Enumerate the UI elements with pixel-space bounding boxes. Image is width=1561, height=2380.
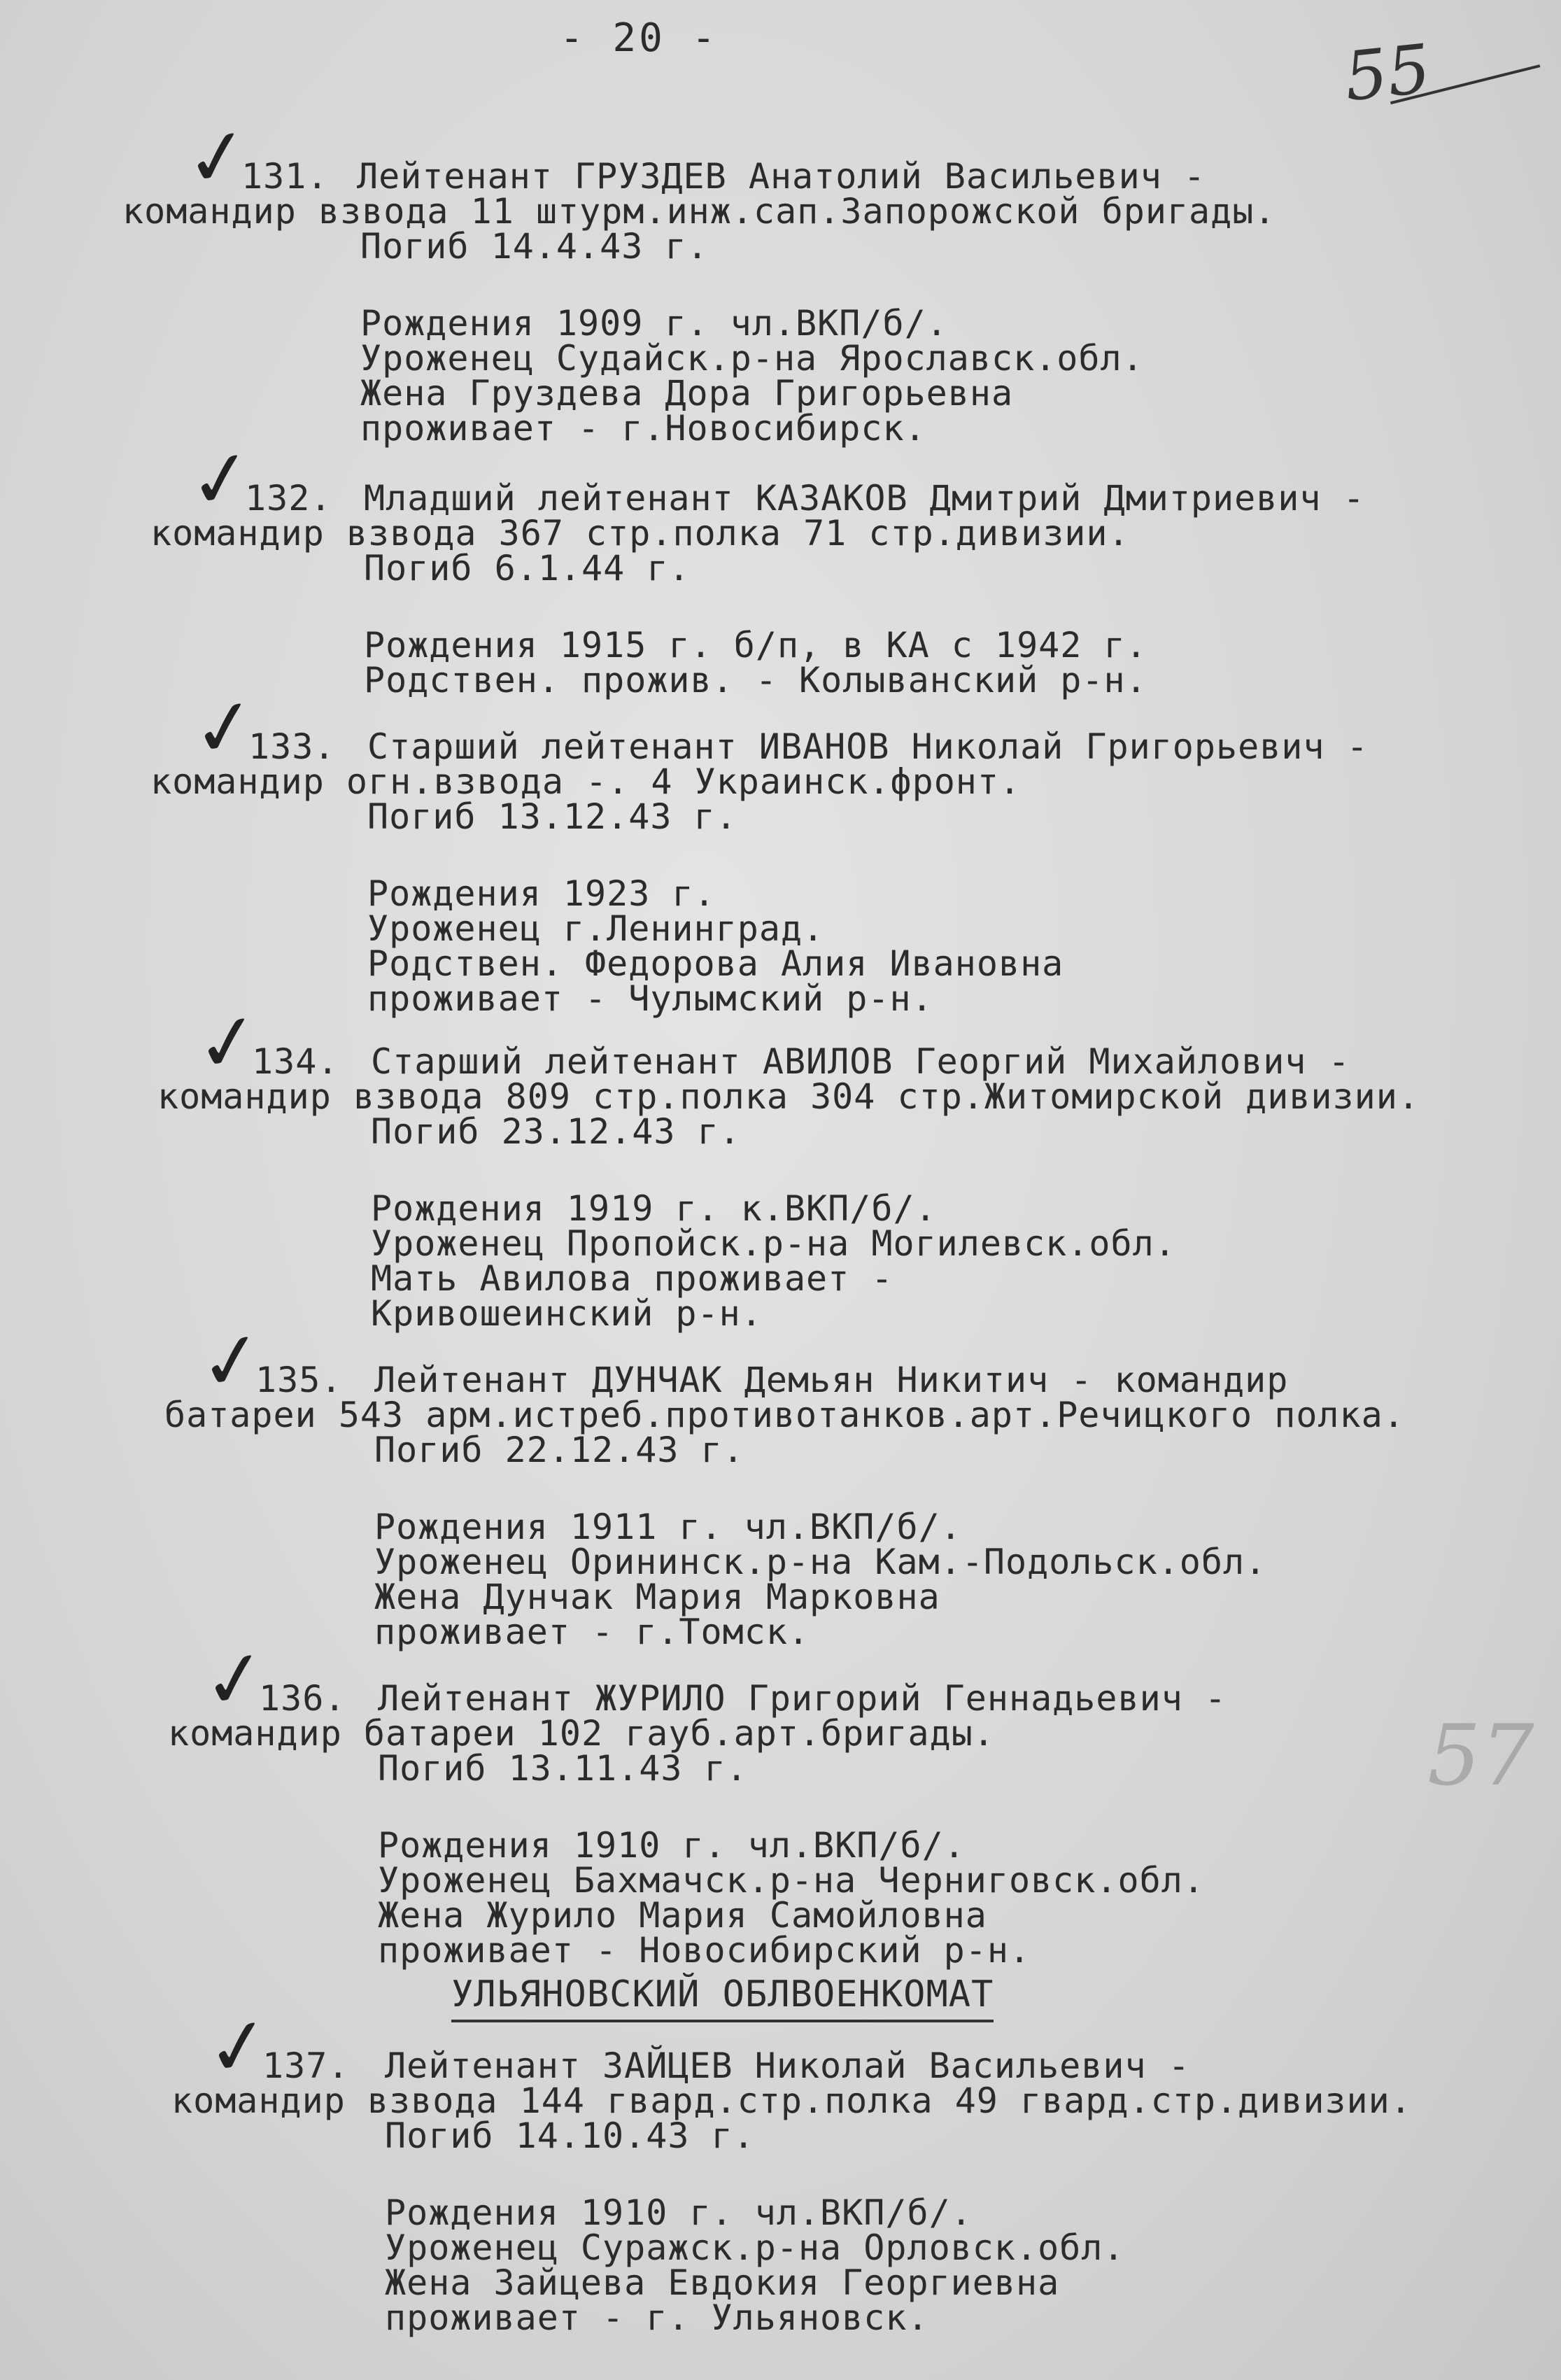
entry-line: Лейтенант ГРУЗДЕВ Анатолий Васильевич - xyxy=(357,156,1206,197)
entry-line: командир взвода 144 гвард.стр.полка 49 гвард.стр.дивизии. xyxy=(171,2080,1412,2121)
entry-line: Уроженец Орининск.р-на Кам.-Подольск.обл. xyxy=(374,1542,1267,1582)
entry-line: Погиб 14.4.43 г. xyxy=(360,226,709,267)
entry-number: 134. xyxy=(252,1041,339,1082)
entry-line: проживает - г.Новосибирск. xyxy=(360,408,926,449)
archive-number-text: 55 xyxy=(1341,29,1434,117)
checkmark-icon: ✓ xyxy=(190,994,267,1092)
checkmark-icon: ✓ xyxy=(193,1312,270,1410)
entry-line: Рождения 1910 г. чл.ВКП/б/. xyxy=(378,1825,966,1866)
entry-line: проживает - Чулымский р-н. xyxy=(367,978,933,1019)
entry-line: командир огн.взвода -. 4 Украинск.фронт. xyxy=(150,761,1022,802)
entry-line: Уроженец Суражск.р-на Орловск.обл. xyxy=(385,2227,1125,2268)
entry-line: Лейтенант ЗАЙЦЕВ Николай Васильевич - xyxy=(385,2045,1190,2086)
entry-line: Жена Журило Мария Самойловна xyxy=(378,1895,987,1936)
entry-line: Погиб 13.12.43 г. xyxy=(367,796,737,837)
entry-line: Погиб 13.11.43 г. xyxy=(378,1748,748,1789)
entry-line: проживает - Новосибирский р-н. xyxy=(378,1930,1031,1971)
entry-line: Погиб 14.10.43 г. xyxy=(385,2115,755,2156)
entry-line: Рождения 1919 г. к.ВКП/б/. xyxy=(371,1188,937,1229)
entry-line: командир батареи 102 гауб.арт.бригады. xyxy=(168,1713,995,1754)
entry-number: 131. xyxy=(241,156,329,197)
side-pencil-mark: 57 xyxy=(1427,1707,1534,1805)
checkmark-icon: ✓ xyxy=(183,430,260,528)
entry-line: Погиб 22.12.43 г. xyxy=(374,1430,744,1470)
page-number: - 20 - xyxy=(560,15,719,61)
entry-line: проживает - г.Томск. xyxy=(374,1612,810,1652)
entry-line: батареи 543 арм.истреб.противотанков.арт.Речицкого полка. xyxy=(164,1395,1405,1435)
entry-line: Рождения 1909 г. чл.ВКП/б/. xyxy=(360,303,948,344)
entry-line: Уроженец г.Ленинград. xyxy=(367,908,825,949)
entry-line: Старший лейтенант ИВАНОВ Николай Григорьевич - xyxy=(367,726,1369,767)
entry-line: Кривошеинский р-н. xyxy=(371,1293,763,1334)
entry-line: Родствен. Федорова Алия Ивановна xyxy=(367,943,1064,984)
entry-line: командир взвода 11 штурм.инж.сап.Запорожской бригады. xyxy=(122,191,1276,232)
entry-line: Рождения 1915 г. б/п, в КА с 1942 г. xyxy=(364,625,1147,666)
entry-line: Жена Дунчак Мария Марковна xyxy=(374,1577,940,1617)
entry-number: 135. xyxy=(255,1360,343,1400)
entry-line: проживает - г. Ульяновск. xyxy=(385,2297,929,2338)
entry-number: 133. xyxy=(248,726,336,767)
entry-line: Лейтенант ДУНЧАК Демьян Никитич - командир xyxy=(374,1360,1289,1400)
checkmark-icon: ✓ xyxy=(186,679,263,777)
entry-line: Старший лейтенант АВИЛОВ Георгий Михайлович - xyxy=(371,1041,1350,1082)
entry-line: Жена Груздева Дора Григорьевна xyxy=(360,373,1014,414)
checkmark-icon: ✓ xyxy=(200,1998,277,2096)
entry-line: Уроженец Судайск.р-на Ярославск.обл. xyxy=(360,338,1144,379)
entry-line: Погиб 6.1.44 г. xyxy=(364,548,691,589)
archive-number xyxy=(1341,18,1541,117)
entry-number: 136. xyxy=(259,1678,346,1719)
entry-line: Рождения 1911 г. чл.ВКП/б/. xyxy=(374,1507,962,1547)
checkmark-icon: ✓ xyxy=(197,1631,274,1728)
entry-line: Лейтенант ЖУРИЛО Григорий Геннадьевич - xyxy=(378,1678,1227,1719)
entry-line: Рождения 1923 г. xyxy=(367,873,716,914)
entry-line: Рождения 1910 г. чл.ВКП/б/. xyxy=(385,2192,973,2233)
entry-line: Погиб 23.12.43 г. xyxy=(371,1111,741,1152)
entry-line: Уроженец Пропойск.р-на Могилевск.обл. xyxy=(371,1223,1176,1264)
entry-number: 132. xyxy=(245,478,332,519)
entry-line: командир взвода 809 стр.полка 304 стр.Житомирской дивизии. xyxy=(157,1076,1420,1117)
entry-line: Родствен. прожив. - Колыванский р-н. xyxy=(364,660,1147,700)
entry-number: 137. xyxy=(262,2045,350,2086)
entry-line: Мать Авилова проживает - xyxy=(371,1258,893,1299)
section-header: УЛЬЯНОВСКИЙ ОБЛВОЕНКОМАТ xyxy=(451,1973,994,2022)
entry-line: Младший лейтенант КАЗАКОВ Дмитрий Дмитриевич - xyxy=(364,478,1365,519)
entry-line: командир взвода 367 стр.полка 71 стр.дивизии. xyxy=(150,513,1130,554)
entry-line: Уроженец Бахмачск.р-на Черниговск.обл. xyxy=(378,1860,1205,1901)
entry-line: Жена Зайцева Евдокия Георгиевна xyxy=(385,2262,1060,2303)
checkmark-icon: ✓ xyxy=(179,108,256,206)
